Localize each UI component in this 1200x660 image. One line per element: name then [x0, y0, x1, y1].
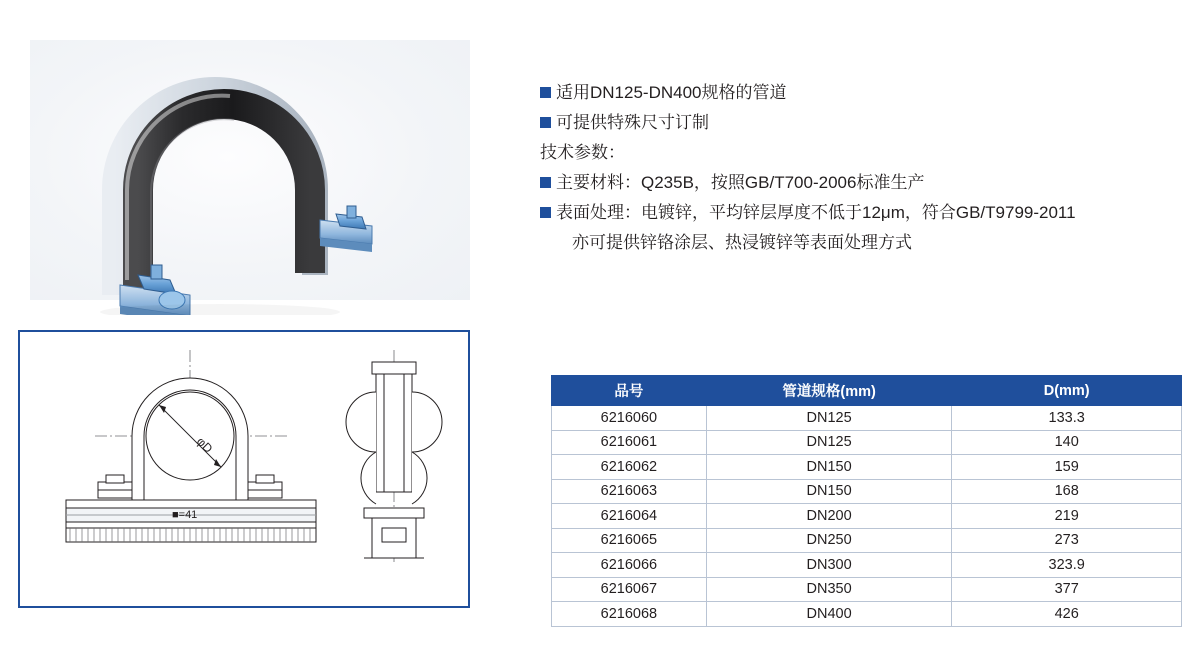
table-row: [552, 479, 1182, 504]
table-row: [552, 406, 1182, 431]
cell-pipe-spec: DN200: [706, 504, 952, 529]
cell-diameter: 133.3: [952, 406, 1182, 431]
cell-part-number: 6216062: [552, 455, 707, 480]
specification-list: [540, 78, 1190, 258]
cell-diameter: 323.9: [952, 553, 1182, 578]
specification-table: [551, 375, 1182, 627]
cell-diameter: 140: [952, 430, 1182, 455]
cell-part-number: 6216067: [552, 577, 707, 602]
table-row: [552, 553, 1182, 578]
product-photo: [20, 30, 500, 315]
square-bullet-icon: [540, 117, 551, 128]
pipe-clamp-illustration: [20, 30, 500, 315]
cell-part-number: 6216063: [552, 479, 707, 504]
table-row: [552, 455, 1182, 480]
cell-part-number: 6216066: [552, 553, 707, 578]
header-part-number: 品号: [552, 376, 707, 406]
cell-part-number: 6216064: [552, 504, 707, 529]
cell-diameter: 219: [952, 504, 1182, 529]
spec-heading-parameters: 技术参数：: [540, 143, 625, 162]
diameter-label: φD: [193, 434, 216, 456]
cell-pipe-spec: DN400: [706, 602, 952, 627]
technical-drawing-panel: [18, 330, 470, 608]
cell-part-number: 6216060: [552, 406, 707, 431]
cell-pipe-spec: DN150: [706, 479, 952, 504]
spec-text-1: 适用DN125-DN400规格的管道: [556, 83, 787, 102]
square-bullet-icon: [540, 207, 551, 218]
table-row: [552, 528, 1182, 553]
spec-text-4: 表面处理：电镀锌，平均锌层厚度不低于12μm，符合GB/T9799-2011: [556, 203, 1076, 222]
spec-bullet-2: [540, 108, 1190, 138]
cell-part-number: 6216061: [552, 430, 707, 455]
cell-part-number: 6216068: [552, 602, 707, 627]
cell-pipe-spec: DN125: [706, 430, 952, 455]
header-pipe-spec: 管道规格(mm): [706, 376, 952, 406]
spec-text-4-continued: 亦可提供锌铬涂层、热浸镀锌等表面处理方式: [572, 233, 912, 252]
spec-bullet-3: [540, 168, 1190, 198]
cell-part-number: 6216065: [552, 528, 707, 553]
cell-diameter: 377: [952, 577, 1182, 602]
technical-drawing: [20, 332, 468, 606]
table-row: [552, 602, 1182, 627]
spec-text-3: 主要材料：Q235B，按照GB/T700-2006标准生产: [556, 173, 925, 192]
spec-bullet-4: [540, 198, 1190, 228]
cell-pipe-spec: DN125: [706, 406, 952, 431]
cell-diameter: 273: [952, 528, 1182, 553]
square-bullet-icon: [540, 177, 551, 188]
table-row: [552, 430, 1182, 455]
cell-pipe-spec: DN350: [706, 577, 952, 602]
cell-pipe-spec: DN150: [706, 455, 952, 480]
square-bullet-icon: [540, 87, 551, 98]
spec-bullet-1: [540, 78, 1190, 108]
cell-diameter: 159: [952, 455, 1182, 480]
header-diameter: D(mm): [952, 376, 1182, 406]
spec-text-2: 可提供特殊尺寸订制: [556, 113, 709, 132]
cell-pipe-spec: DN300: [706, 553, 952, 578]
cell-pipe-spec: DN250: [706, 528, 952, 553]
cell-diameter: 168: [952, 479, 1182, 504]
table-row: [552, 577, 1182, 602]
table-header-row: [552, 376, 1182, 406]
cell-diameter: 426: [952, 602, 1182, 627]
table-row: [552, 504, 1182, 529]
width-label: ■=41: [172, 509, 198, 521]
